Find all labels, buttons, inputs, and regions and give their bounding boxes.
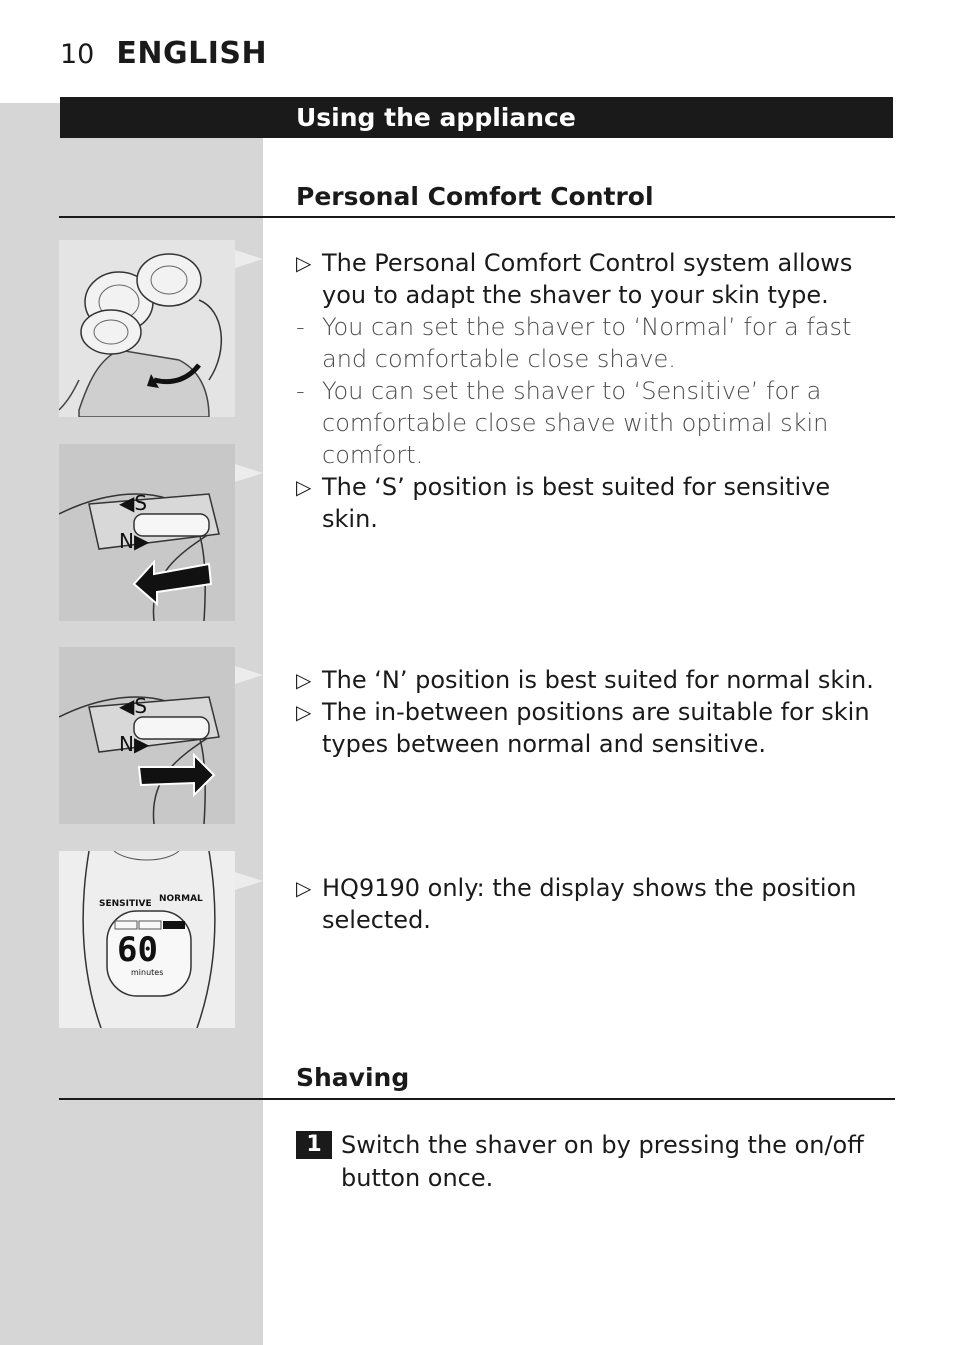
display-unit: minutes [131,968,164,977]
pcc-paragraph-group-3 [296,872,876,936]
svg-text:◀S: ◀S [119,694,148,718]
list-item: The ‘N’ position is best suited for normal skin. [322,666,874,694]
dial-n-label: N [119,732,134,756]
dial-s-label: S [134,491,148,515]
illustration-pointer [235,250,263,268]
dial-sensitive-illustration [59,444,235,621]
list-item: The ‘S’ position is best suited for sensitive skin. [322,473,831,533]
step-text: Switch the shaver on by pressing the on/off button once. [341,1131,864,1192]
bullet-arrow-icon: ▷ [296,668,312,692]
pcc-paragraph-group-1 [296,247,876,535]
svg-text:N▶: N▶ [119,732,150,756]
illustration-pointer [235,464,263,482]
shaving-heading: Shaving [296,1063,410,1092]
list-item: You can set the shaver to ‘Sensitive’ for a comfortable close shave with optimal skin comfort. [322,377,829,469]
pcc-paragraph-group-2 [296,664,876,760]
illustration-pointer [235,872,263,890]
bullet-arrow-icon: ▷ [296,251,312,275]
dash-marker: - [296,377,305,405]
bullet-arrow-icon: ▷ [296,475,312,499]
shaver-adjust-illustration [59,240,235,417]
shaving-heading-rule [59,1098,895,1100]
display-digits: 60 [117,930,158,970]
dial-s-label: S [134,694,148,718]
dash-marker: - [296,313,305,341]
display-sensitive-label: SENSITIVE [99,899,152,909]
list-item: The in-between positions are suitable for skin types between normal and sensitive. [322,698,870,758]
illustration-pointer [235,666,263,684]
step-number-badge: 1 [296,1131,332,1159]
list-item: HQ9190 only: the display shows the position selected. [322,874,857,934]
shaving-step [296,1129,866,1195]
pcc-heading: Personal Comfort Control [296,182,654,211]
section-title-bar [60,97,893,138]
bullet-arrow-icon: ▷ [296,876,312,900]
list-item: You can set the shaver to ‘Normal’ for a fast and comfortable close shave. [322,313,852,373]
dial-n-label: N [119,529,134,553]
display-illustration [59,851,235,1028]
bullet-arrow-icon: ▷ [296,700,312,724]
display-normal-label: NORMAL [159,894,203,904]
page-number: 10 [60,39,95,70]
svg-text:◀S: ◀S [119,491,148,515]
svg-text:N▶: N▶ [119,529,150,553]
pcc-heading-rule [59,216,895,218]
language-title: ENGLISH [116,36,268,71]
list-item: The Personal Comfort Control system allows you to adapt the shaver to your skin type. [322,249,853,309]
section-title: Using the appliance [296,103,576,132]
dial-normal-illustration [59,647,235,824]
page-header [60,36,267,71]
